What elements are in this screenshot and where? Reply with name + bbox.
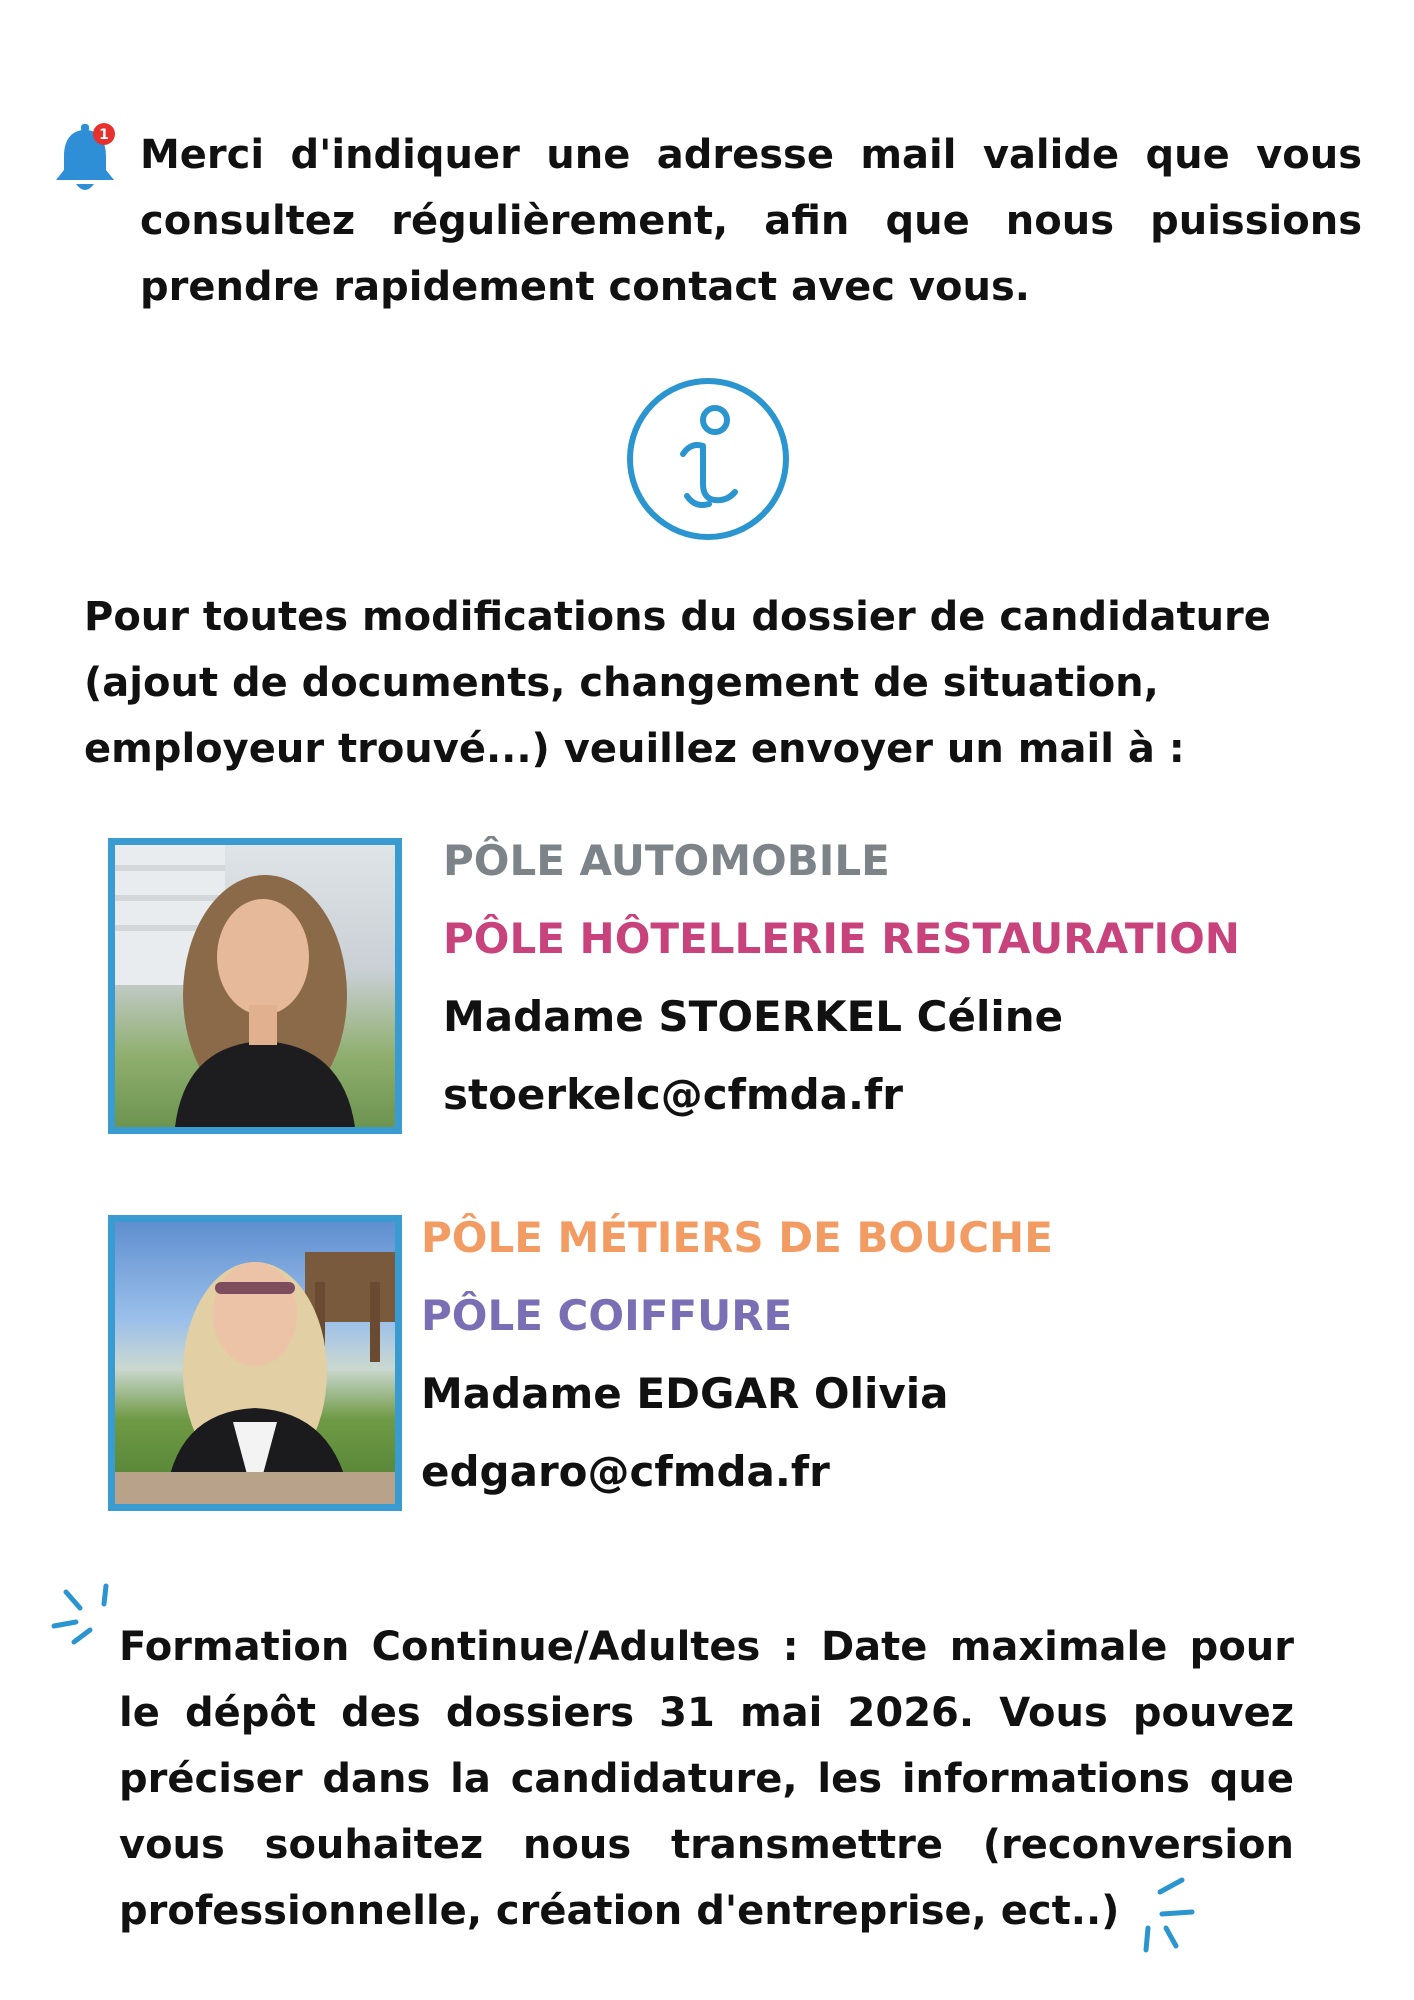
email-notice-text: Merci d'indiquer une adresse mail valide que vous consultez régulièrement, afin que nous puissions prendre rapidement contact avec vous.	[140, 132, 1362, 310]
portrait-photo-edgar	[108, 1215, 402, 1511]
contact-card-stoerkel	[443, 822, 1240, 1134]
pole-hotellerie-label: PÔLE HÔTELLERIE RESTAURATION	[443, 914, 1240, 963]
contact-email-link[interactable]: stoerkelc@cfmda.fr	[443, 1070, 903, 1119]
portrait-photo	[115, 845, 395, 1127]
portrait-photo	[115, 1222, 395, 1504]
pole-coiffure-label: PÔLE COIFFURE	[421, 1291, 793, 1340]
portrait-photo-stoerkel	[108, 838, 402, 1134]
contact-name: Madame STOERKEL Céline	[443, 992, 1064, 1041]
sparkle-accent-icon	[46, 1580, 126, 1660]
contact-card-edgar	[421, 1199, 1053, 1511]
pole-metiers-bouche-label: PÔLE MÉTIERS DE BOUCHE	[421, 1213, 1053, 1262]
contact-email-link[interactable]: edgaro@cfmda.fr	[421, 1447, 830, 1496]
sparkle-accent-icon	[1120, 1870, 1200, 1960]
contact-name: Madame EDGAR Olivia	[421, 1369, 949, 1418]
formation-continue-notice: Formation Continue/Adultes : Date maximale pour le dépôt des dossiers 31 mai 2026. Vous pouvez préciser dans la candidature, les informations que vous souhaitez nous transmettre (reconversion professionnelle, création d'entreprise, ect..)	[119, 1624, 1294, 1934]
info-icon	[625, 376, 791, 542]
modifications-instructions: Pour toutes modifications du dossier de candidature (ajout de documents, changement de situation, employeur trouvé...) veuillez envoyer un mail à :	[84, 594, 1271, 772]
pole-automobile-label: PÔLE AUTOMOBILE	[443, 836, 890, 885]
svg-text:1: 1	[99, 127, 109, 143]
bell-icon	[50, 118, 120, 198]
